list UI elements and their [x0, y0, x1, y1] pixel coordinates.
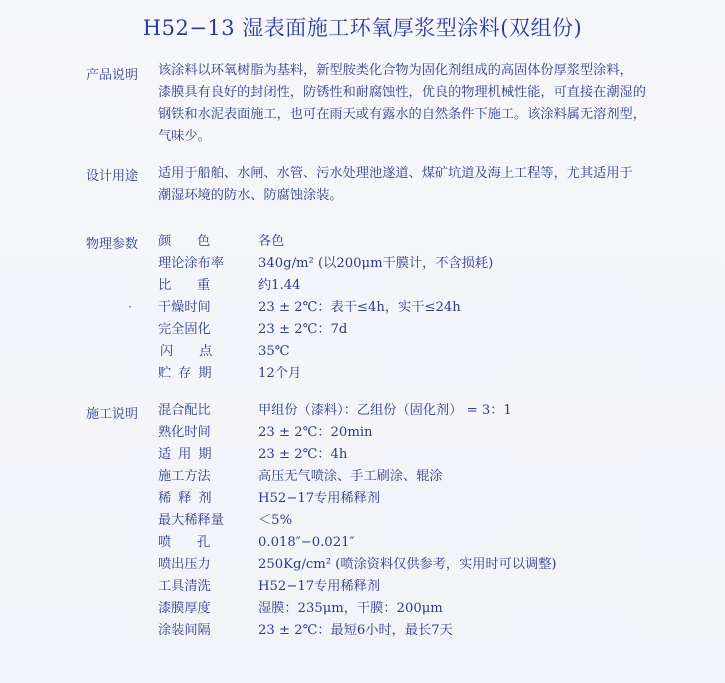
row-key-text: 贮存期 [158, 366, 219, 381]
row-value: 0.018″−0.021″ [258, 535, 355, 550]
row-value: 23 ± 2℃：最短6小时，最长7天 [258, 623, 453, 638]
row-key: 最大稀释量 [158, 513, 224, 528]
row-value: 甲组份（漆料）：乙组份（固化剂） = 3：1 [258, 403, 512, 418]
row-key: 工具清洗 [158, 579, 211, 594]
section-label: 物理参数 [86, 237, 139, 252]
row-value: 高压无气喷涂、手工刷涂、辊涂 [258, 469, 443, 484]
table-row [0, 466, 725, 488]
table-row [0, 576, 725, 598]
document-title: H52−13 湿表面施工环氧厚浆型涂料(双组份) [142, 16, 583, 40]
table-row [0, 620, 725, 642]
row-value: 23 ± 2℃：表干≤4h，实干≤24h [258, 300, 461, 315]
table-row [0, 554, 725, 576]
row-key: 混合配比 [158, 403, 211, 418]
row-key: 干燥时间 [158, 300, 211, 315]
section-label: 设计用途 [86, 169, 139, 184]
row-key: 完全固化 [158, 322, 211, 337]
row-key-text: 稀释剂 [158, 491, 219, 506]
row-key: 施工方法 [158, 469, 211, 484]
row-key [158, 488, 219, 510]
row-value: 23 ± 2℃：20min [258, 425, 373, 440]
row-value: 340g/m² (以200μm干膜计，不含损耗) [258, 256, 494, 271]
table-row [0, 510, 725, 532]
paragraph-line: 该涂料以环氧树脂为基料，新型胺类化合物为固化剂组成的高固体份厚浆型涂料， [158, 63, 633, 78]
row-value: 250Kg/cm² (喷涂资料仅供参考，实用时可以调整) [258, 557, 557, 572]
row-key [158, 532, 236, 554]
row-value: H52−17专用稀释剂 [258, 491, 381, 506]
row-key [158, 444, 219, 466]
row-value: 约1.44 [258, 278, 301, 293]
row-key [158, 231, 237, 253]
row-value: 湿膜：235μm，干膜：200μm [258, 601, 443, 616]
table-row [0, 400, 725, 422]
row-value: 各色 [258, 234, 285, 249]
row-key-text: 适用期 [158, 447, 219, 462]
row-key-text: 颜色 [158, 234, 237, 249]
table-row [0, 422, 725, 444]
table-row [0, 532, 725, 554]
section-paragraph [158, 163, 658, 207]
paragraph-line: 气味少。 [158, 129, 211, 144]
row-key: 熟化时间 [158, 425, 211, 440]
section-label: 产品说明 [86, 68, 139, 83]
row-key: 喷出压力 [158, 557, 211, 572]
section-label: 施工说明 [86, 407, 139, 422]
table-row [0, 231, 725, 253]
row-key [158, 363, 219, 385]
table-row [0, 444, 725, 466]
row-key-text: 比重 [158, 278, 237, 293]
table-row [0, 363, 725, 385]
paragraph-line: 漆膜具有良好的封闭性，防锈性和耐腐蚀性，优良的物理机械性能，可直接在潮湿的 [158, 85, 646, 100]
row-value: 35℃ [258, 344, 290, 359]
row-key [158, 275, 236, 297]
row-value: H52−17专用稀释剂 [258, 579, 381, 594]
paragraph-line: 潮湿环境的防水、防腐蚀涂装。 [158, 188, 343, 203]
table-row [0, 297, 725, 319]
row-key-text: 闪点 [160, 344, 239, 359]
row-key: 涂装间隔 [158, 623, 211, 638]
table-row [0, 275, 725, 297]
table-row [0, 319, 725, 341]
paragraph-line: 适用于船舶、水闸、水管、污水处理池遂道、煤矿坑道及海上工程等，尤其适用于 [158, 166, 633, 181]
margin-dot: · [128, 300, 133, 315]
row-key-text: 喷孔 [158, 535, 237, 550]
row-key [160, 341, 238, 363]
row-value: ＜5% [258, 513, 293, 528]
row-key: 漆膜厚度 [158, 601, 211, 616]
row-value: 23 ± 2℃：4h [258, 447, 348, 462]
section-paragraph [158, 60, 658, 148]
table-row [0, 598, 725, 620]
table-row [0, 253, 725, 275]
row-value: 23 ± 2℃：7d [258, 322, 348, 337]
paragraph-line: 钢铁和水泥表面施工，也可在雨天或有露水的自然条件下施工。该涂料属无溶剂型， [158, 107, 646, 122]
row-value: 12个月 [258, 366, 302, 381]
table-row [0, 341, 725, 363]
row-key: 理论涂布率 [158, 256, 224, 271]
table-row [0, 488, 725, 510]
